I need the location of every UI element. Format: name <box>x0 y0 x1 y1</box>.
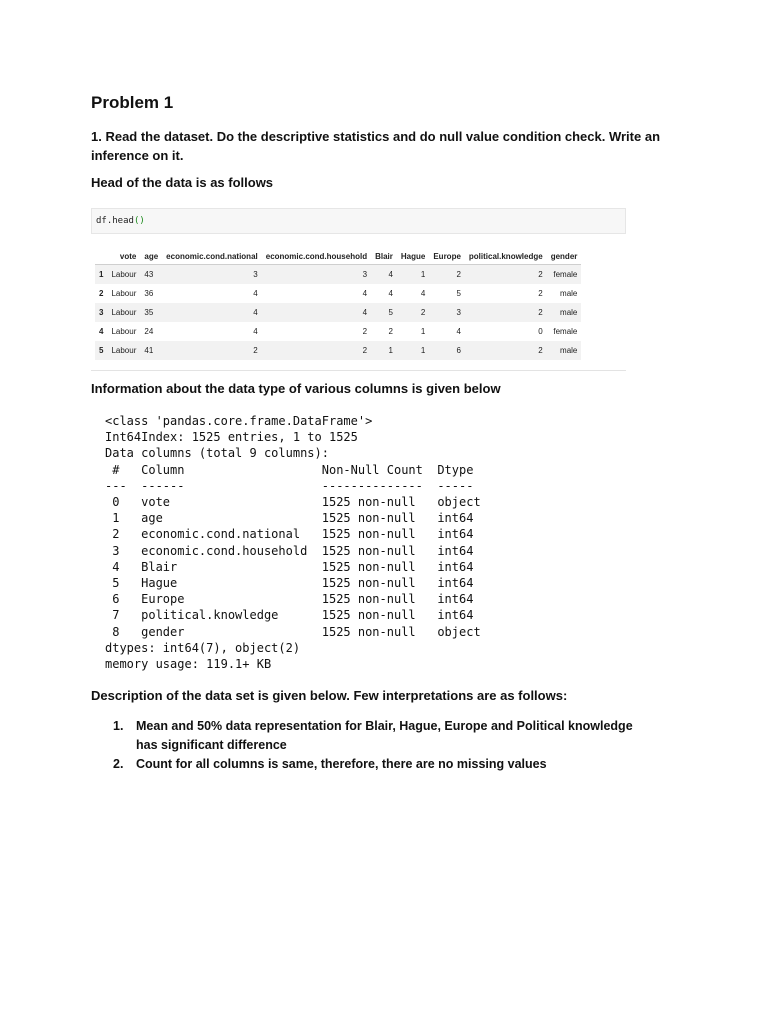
table-cell: Labour <box>107 341 140 360</box>
table-cell: male <box>547 303 582 322</box>
table-row <box>95 341 581 360</box>
list-item <box>91 755 651 774</box>
table-cell: 2 <box>465 265 547 285</box>
table-row <box>95 284 581 303</box>
info-output: <class 'pandas.core.frame.DataFrame'> Int64Index: 1525 entries, 1 to 1525 Data columns (total 9 columns): # Column Non-Null Count Dtype --- ------ -------------- ----- 0 vote 1525 non-null object 1 age 1525 non-null int64 2 economic.cond.national 1525 non-null int64 3 economic.cond.household 1525 non-null int64 4 Blair 1525 non-null int64 5 Hague 1525 non-null int64 6 Europe 1525 non-null int64 7 political.knowledge 1525 non-null int64 8 gender 1525 non-null object dtypes: int64(7), object(2) memory usage: 119.1+ KB <box>105 414 481 672</box>
column-header: Hague <box>397 248 429 265</box>
table-cell: 43 <box>140 265 162 285</box>
row-index: 1 <box>95 265 107 285</box>
table-cell: 4 <box>456 327 461 336</box>
table-cell: 4 <box>253 327 258 336</box>
table-cell: 2 <box>465 341 547 360</box>
table-cell: male <box>560 289 578 298</box>
column-header: political.knowledge <box>465 248 547 265</box>
table-cell: 3 <box>429 303 465 322</box>
list-item <box>91 717 651 755</box>
table-cell: 3 <box>162 265 262 285</box>
table-row <box>95 303 581 322</box>
list-text: Count for all columns is same, therefore, there are no missing values <box>136 757 547 771</box>
table-row <box>95 322 581 341</box>
list-number: 1. <box>113 719 124 733</box>
column-header: Europe <box>429 248 465 265</box>
description-caption: Description of the data set is given below. Few interpretations are as follows: <box>91 688 568 703</box>
row-index: 5 <box>95 341 107 360</box>
column-header: age <box>140 248 162 265</box>
table-cell: 2 <box>538 289 543 298</box>
table-cell: Labour <box>107 265 140 285</box>
code-input-cell <box>91 208 626 234</box>
column-header: Blair <box>371 248 397 265</box>
table-cell: 5 <box>371 303 397 322</box>
dataframe-table <box>95 248 581 360</box>
list-text: Mean and 50% data representation for Blair, Hague, Europe and Political knowledge has significant difference <box>136 719 633 752</box>
interpretation-list <box>91 717 651 774</box>
table-cell: Labour <box>111 327 137 336</box>
table-header-row <box>95 248 581 265</box>
table-cell: 2 <box>465 303 547 322</box>
table-cell: 4 <box>371 265 397 285</box>
table-cell: 4 <box>420 289 426 298</box>
table-cell: 4 <box>253 289 258 298</box>
code-text: df.head <box>96 216 134 226</box>
row-index: 3 <box>95 303 107 322</box>
table-cell: male <box>547 341 582 360</box>
table-cell: 4 <box>262 303 371 322</box>
code-parens: () <box>133 216 145 226</box>
table-cell: 3 <box>262 265 371 285</box>
index-header <box>95 248 107 265</box>
table-cell: 2 <box>262 341 371 360</box>
table-cell: 4 <box>362 289 368 298</box>
question-text: 1. Read the dataset. Do the descriptive statistics and do null value condition check. Write an inference on it. <box>91 129 661 163</box>
table-cell: female <box>547 265 582 285</box>
list-number: 2. <box>113 757 124 771</box>
table-cell: 2 <box>429 265 465 285</box>
table-cell: 36 <box>144 289 154 298</box>
table-cell: 1 <box>420 327 426 336</box>
notebook-screenshot <box>91 206 626 371</box>
table-cell: 0 <box>538 327 543 336</box>
table-cell: 4 <box>162 303 262 322</box>
table-cell: 1 <box>397 341 429 360</box>
row-index: 4 <box>99 327 104 336</box>
table-cell: 6 <box>429 341 465 360</box>
column-header: gender <box>547 248 582 265</box>
table-cell: Labour <box>107 303 140 322</box>
table-cell: 1 <box>397 265 429 285</box>
column-header: economic.cond.national <box>162 248 262 265</box>
table-cell: 5 <box>456 289 461 298</box>
table-cell: 1 <box>371 341 397 360</box>
table-body <box>95 265 581 361</box>
table-cell: 2 <box>162 341 262 360</box>
table-cell: 2 <box>388 327 393 336</box>
table-cell: female <box>553 327 578 336</box>
column-header: vote <box>107 248 140 265</box>
head-caption: Head of the data is as follows <box>91 175 274 190</box>
column-header: economic.cond.household <box>262 248 371 265</box>
table-cell: 4 <box>388 289 393 298</box>
table-cell: 2 <box>397 303 429 322</box>
page-heading: Problem 1 <box>91 93 174 112</box>
table-cell: 41 <box>140 341 162 360</box>
table-cell: 24 <box>144 327 154 336</box>
table-row <box>95 265 581 285</box>
table-cell: Labour <box>111 289 137 298</box>
row-index: 2 <box>99 289 104 298</box>
table-cell: 2 <box>362 327 368 336</box>
table-cell: 35 <box>140 303 162 322</box>
info-caption: Information about the data type of various columns is given below <box>91 381 501 396</box>
